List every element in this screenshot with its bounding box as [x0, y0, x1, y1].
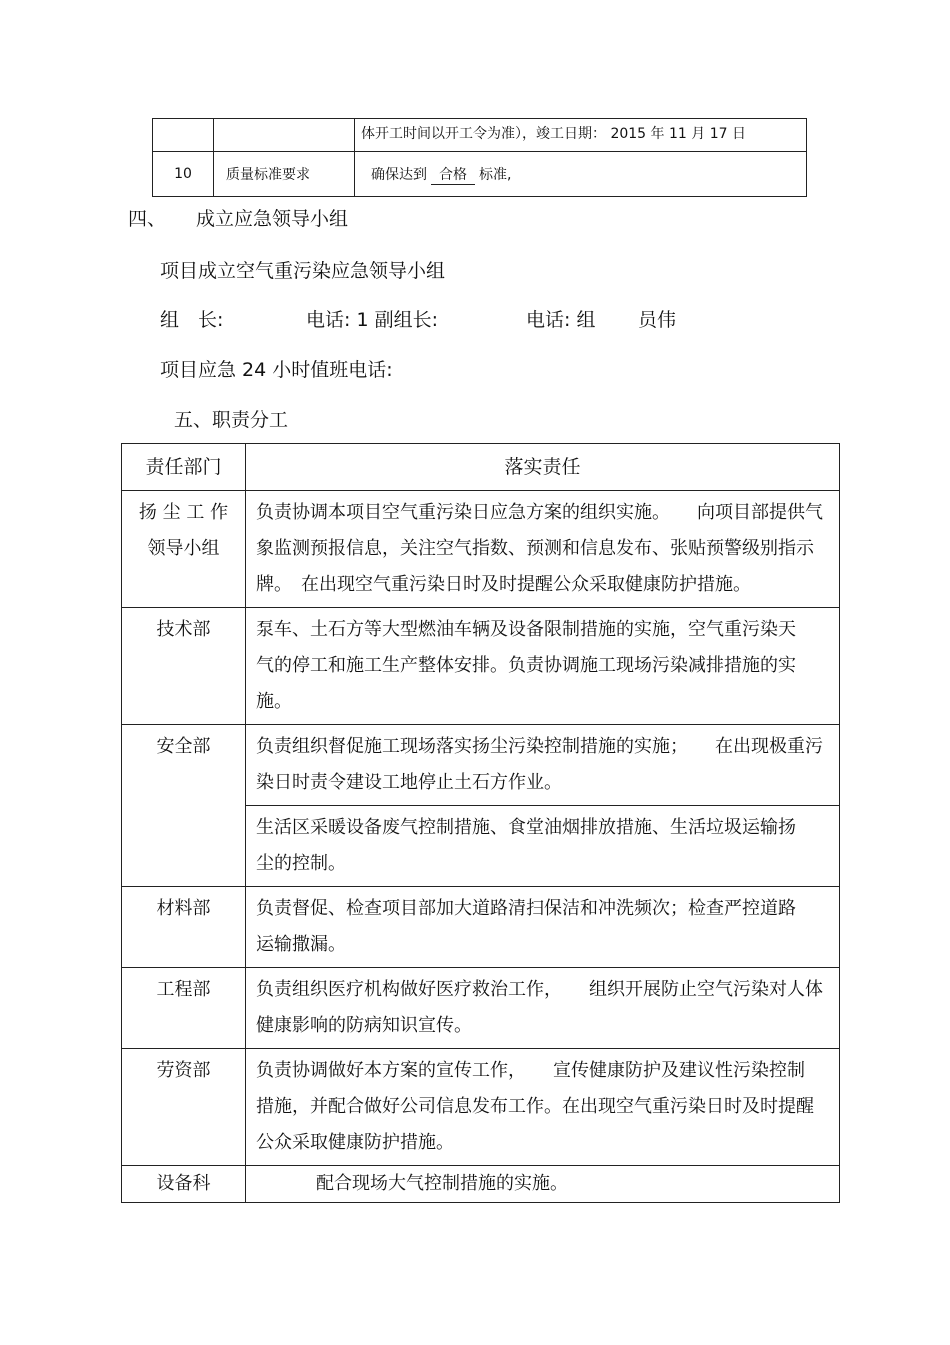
phone1-label: 电话: 1 副组长:: [306, 309, 438, 331]
duty-cell: 负责组织医疗机构做好医疗救治工作， 组织开展防止空气污染对人体健康影响的防病知识宣传。: [246, 968, 840, 1049]
top-table-cell-text: 体开工时间以开工令为准），竣工日期： 2015 年 11 月 17 日: [355, 119, 807, 152]
dept-cell: 工程部: [122, 968, 246, 1049]
quality-text-after: 标准,: [479, 166, 512, 183]
table-row: [122, 968, 840, 1049]
table-row: [122, 725, 840, 806]
duty-cell: 负责督促、检查项目部加大道路清扫保洁和冲洗频次；检查严控道路运输撒漏。: [246, 887, 840, 968]
leader-label: 组 长:: [160, 309, 224, 331]
table-header-row: [122, 444, 840, 491]
top-table-row: [153, 119, 807, 152]
dept-line: 领导小组: [147, 538, 220, 559]
quality-text-before: 确保达到: [371, 166, 427, 183]
dept-cell: 材料部: [122, 887, 246, 968]
dept-cell: 安全部: [122, 725, 246, 887]
duty-cell: 泵车、土石方等大型燃油车辆及设备限制措施的实施，空气重污染天气的停工和施工生产整体安排。负责协调施工现场污染减排措施的实施。: [246, 608, 840, 725]
table-row: [122, 1166, 840, 1203]
header-duty: 落实责任: [246, 444, 840, 491]
section4-heading: [128, 204, 348, 231]
table-row: [122, 887, 840, 968]
member-name: 员伟: [638, 309, 677, 331]
top-table-row: [153, 152, 807, 197]
dept-cell: 设备科: [122, 1166, 246, 1203]
quality-underlined-value: 合格: [431, 164, 475, 185]
dept-cell: 劳资部: [122, 1049, 246, 1166]
duty-cell: 配合现场大气控制措施的实施。: [246, 1166, 840, 1203]
duty-cell: 负责协调做好本方案的宣传工作， 宣传健康防护及建议性污染控制措施，并配合做好公司信息发布工作。在出现空气重污染日时及时提醒公众采取健康防护措施。: [246, 1049, 840, 1166]
section4-heading-num: 四、: [128, 208, 167, 230]
top-table-cell-text: [355, 152, 807, 197]
section4-line1: 项目成立空气重污染应急领导小组: [160, 260, 446, 282]
top-table-cell-item: [214, 119, 355, 152]
section5-heading: 五、职责分工: [174, 409, 289, 431]
table-row: [122, 491, 840, 608]
duty-cell: 负责协调本项目空气重污染日应急方案的组织实施。 向项目部提供气象监测预报信息，关注空气指数、预测和信息发布、张贴预警级别指示牌。 在出现空气重污染日时及时提醒公众采取健康防护措施。: [246, 491, 840, 608]
section4-line2: [160, 305, 760, 333]
header-dept: 责任部门: [122, 444, 246, 491]
top-table-cell-num: 10: [153, 152, 214, 197]
section4-heading-text: 成立应急领导小组: [196, 208, 349, 230]
top-table: [152, 118, 807, 197]
duty-cell: 生活区采暖设备废气控制措施、食堂油烟排放措施、生活垃圾运输扬尘的控制。: [246, 806, 840, 887]
responsibility-table: [121, 443, 840, 1203]
dept-line: 扬 尘 工 作: [138, 502, 229, 523]
top-table-cell-num: [153, 119, 214, 152]
table-row: [122, 1049, 840, 1166]
table-row: [122, 608, 840, 725]
top-table-cell-item: 质量标准要求: [214, 152, 355, 197]
dept-cell: 技术部: [122, 608, 246, 725]
duty-cell: 负责组织督促施工现场落实扬尘污染控制措施的实施； 在出现极重污染日时责令建设工地停止土石方作业。: [246, 725, 840, 806]
section4-line3: 项目应急 24 小时值班电话:: [160, 359, 393, 381]
phone2-label: 电话: 组: [526, 309, 596, 331]
dept-cell: [122, 491, 246, 608]
